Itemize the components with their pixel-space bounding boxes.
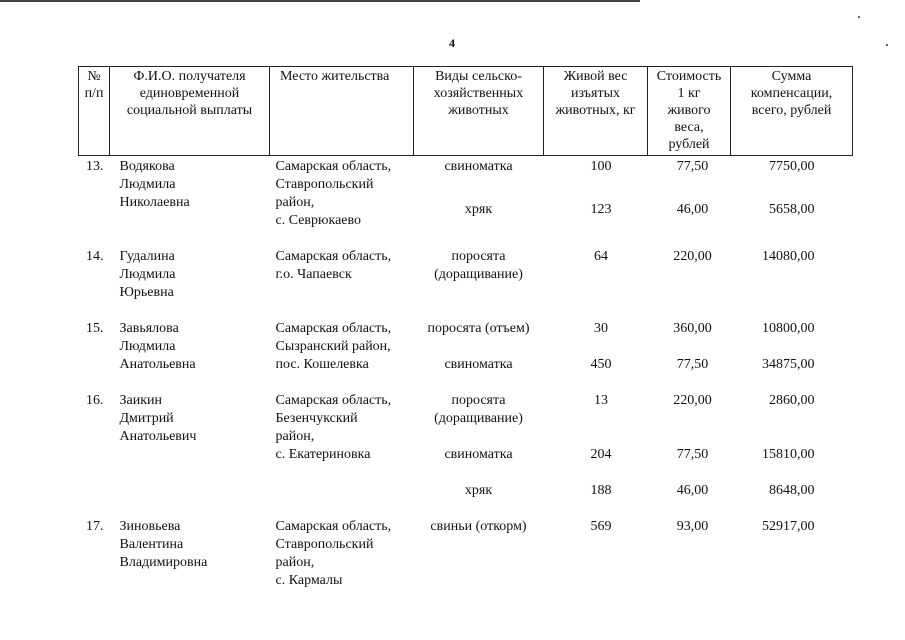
name-line: Людмила: [119, 177, 176, 192]
name-line: Водякова: [119, 159, 175, 174]
residence-line: Ставропольский: [275, 177, 374, 192]
residence: [270, 374, 414, 500]
residence-line: Ставропольский: [275, 537, 374, 552]
animal-line: свиноматка: [444, 357, 513, 372]
header-text: Ф.И.О. получателя: [133, 69, 246, 84]
name-line: Анатольевич: [119, 429, 197, 444]
live-weight: 13: [594, 393, 608, 408]
name-line: Заикин: [119, 393, 163, 408]
table-row: [79, 302, 853, 338]
residence-line: г.о. Чапаевск: [275, 267, 352, 282]
residence-line: Самарская область,: [275, 249, 392, 264]
animal-type: [414, 338, 544, 374]
animal-type: [414, 183, 544, 230]
header-text: №: [87, 69, 101, 84]
scan-speck: [886, 44, 888, 46]
header-text: всего, рублей: [751, 103, 832, 118]
header-price: [648, 67, 731, 156]
price-per-kg: 220,00: [673, 393, 712, 408]
compensation-total: 5658,00: [769, 201, 815, 217]
compensation-total: 7750,00: [769, 159, 815, 174]
live-weight: 569: [590, 519, 612, 534]
price-per-kg: 77,50: [676, 159, 709, 174]
header-text: животных: [448, 103, 509, 118]
header-text: хозяйственных: [433, 86, 524, 101]
animal-type: [414, 230, 544, 302]
header-text: животных, кг: [555, 103, 636, 118]
header-text: живого: [667, 103, 711, 118]
name-line: Юрьевна: [119, 285, 174, 300]
row-number: 15.: [86, 321, 104, 336]
animal-line: хряк: [464, 201, 493, 217]
table-row: [79, 374, 853, 428]
animal-type: [414, 156, 544, 183]
residence-line: с. Екатериновка: [275, 447, 371, 462]
animal-line: (доращивание): [434, 267, 523, 282]
price-per-kg: 46,00: [676, 483, 709, 498]
header-num: [79, 67, 110, 156]
residence-line: пос. Кошелевка: [275, 357, 369, 372]
name-line: Зиновьева: [119, 519, 181, 534]
header-name: [110, 67, 270, 156]
live-weight: 123: [590, 201, 612, 217]
residence: [270, 500, 414, 590]
price-per-kg: 46,00: [676, 201, 709, 217]
name-line: Николаевна: [119, 195, 190, 210]
row-number: 13.: [86, 159, 104, 174]
animal-type: [414, 464, 544, 500]
recipient-name: [110, 374, 270, 500]
price-per-kg: 77,50: [676, 447, 709, 462]
header-text: рублей: [668, 137, 710, 152]
header-total: [731, 67, 853, 156]
live-weight: 64: [594, 249, 608, 264]
compensation-total: 14080,00: [762, 249, 815, 264]
recipient-name: [110, 230, 270, 302]
header-text: веса,: [674, 120, 704, 135]
animal-line: поросята (отъем): [427, 321, 530, 336]
header-place: [270, 67, 414, 156]
live-weight: 450: [590, 357, 612, 372]
price-per-kg: 360,00: [673, 321, 712, 336]
table-header: [79, 67, 853, 156]
table-row: [79, 156, 853, 183]
live-weight: 30: [594, 321, 608, 336]
page-number: 4: [449, 36, 455, 50]
residence-line: район,: [275, 429, 315, 444]
header-text: социальной выплаты: [126, 103, 253, 118]
residence: [270, 302, 414, 374]
residence-line: Безенчукский: [275, 411, 358, 426]
recipient-name: [110, 302, 270, 374]
animal-line: поросята: [451, 393, 506, 408]
live-weight: 100: [590, 159, 612, 174]
header-text: Живой вес: [563, 69, 628, 84]
animal-line: поросята: [451, 249, 506, 264]
header-text: Виды сельско-: [435, 69, 522, 84]
row-number: 17.: [86, 519, 104, 534]
residence-line: с. Кармалы: [275, 573, 343, 588]
scan-border-line: [0, 0, 640, 2]
row-number: 14.: [86, 249, 104, 264]
name-line: Завьялова: [119, 321, 179, 336]
residence-line: Самарская область,: [275, 321, 392, 336]
residence-line: Сызранский район,: [275, 339, 391, 354]
animal-type: [414, 302, 544, 338]
compensation-total: 34875,00: [762, 357, 815, 372]
animal-line: свиноматка: [444, 159, 513, 174]
header-text: п/п: [84, 86, 104, 101]
live-weight: 204: [590, 447, 612, 462]
animal-line: (доращивание): [434, 411, 523, 426]
compensation-total: 2860,00: [769, 393, 815, 408]
header-text: Место жительства: [280, 69, 390, 84]
residence: [270, 230, 414, 302]
header-text: Стоимость: [656, 69, 722, 84]
residence-line: Самарская область,: [275, 393, 392, 408]
table-row: [79, 230, 853, 302]
name-line: Валентина: [119, 537, 184, 552]
name-line: Людмила: [119, 267, 176, 282]
animal-type: [414, 374, 544, 428]
residence-line: район,: [275, 195, 315, 210]
table-body: [79, 156, 853, 591]
animal-line: хряк: [464, 483, 493, 498]
residence-line: Самарская область,: [275, 519, 392, 534]
header-text: единовременной: [139, 86, 240, 101]
header-text: Сумма: [771, 69, 812, 84]
animal-line: свиньи (откорм): [430, 519, 527, 534]
compensation-total: 52917,00: [762, 519, 815, 534]
name-line: Людмила: [119, 339, 176, 354]
residence-line: с. Севрюкаево: [275, 213, 362, 228]
price-per-kg: 77,50: [676, 357, 709, 372]
price-per-kg: 220,00: [673, 249, 712, 264]
residence-line: Самарская область,: [275, 159, 392, 174]
price-per-kg: 93,00: [676, 519, 709, 534]
row-number: 16.: [86, 393, 104, 408]
live-weight: 188: [590, 483, 612, 498]
residence: [270, 156, 414, 231]
animal-type: [414, 500, 544, 590]
compensation-total: 10800,00: [762, 321, 815, 336]
name-line: Анатольевна: [119, 357, 196, 372]
scan-speck: [858, 16, 860, 18]
header-weight: [544, 67, 648, 156]
compensation-total: 15810,00: [762, 447, 815, 462]
animal-line: свиноматка: [444, 447, 513, 462]
animal-type: [414, 428, 544, 464]
name-line: Владимировна: [119, 555, 208, 570]
header-text: 1 кг: [677, 86, 701, 101]
recipient-name: [110, 156, 270, 231]
header-animal: [414, 67, 544, 156]
residence-line: район,: [275, 555, 315, 570]
header-text: компенсации,: [750, 86, 833, 101]
compensation-table: [78, 66, 853, 590]
name-line: Дмитрий: [119, 411, 174, 426]
header-text: изъятых: [571, 86, 620, 101]
name-line: Гудалина: [119, 249, 175, 264]
recipient-name: [110, 500, 270, 590]
compensation-total: 8648,00: [769, 483, 815, 498]
table-row: [79, 500, 853, 590]
